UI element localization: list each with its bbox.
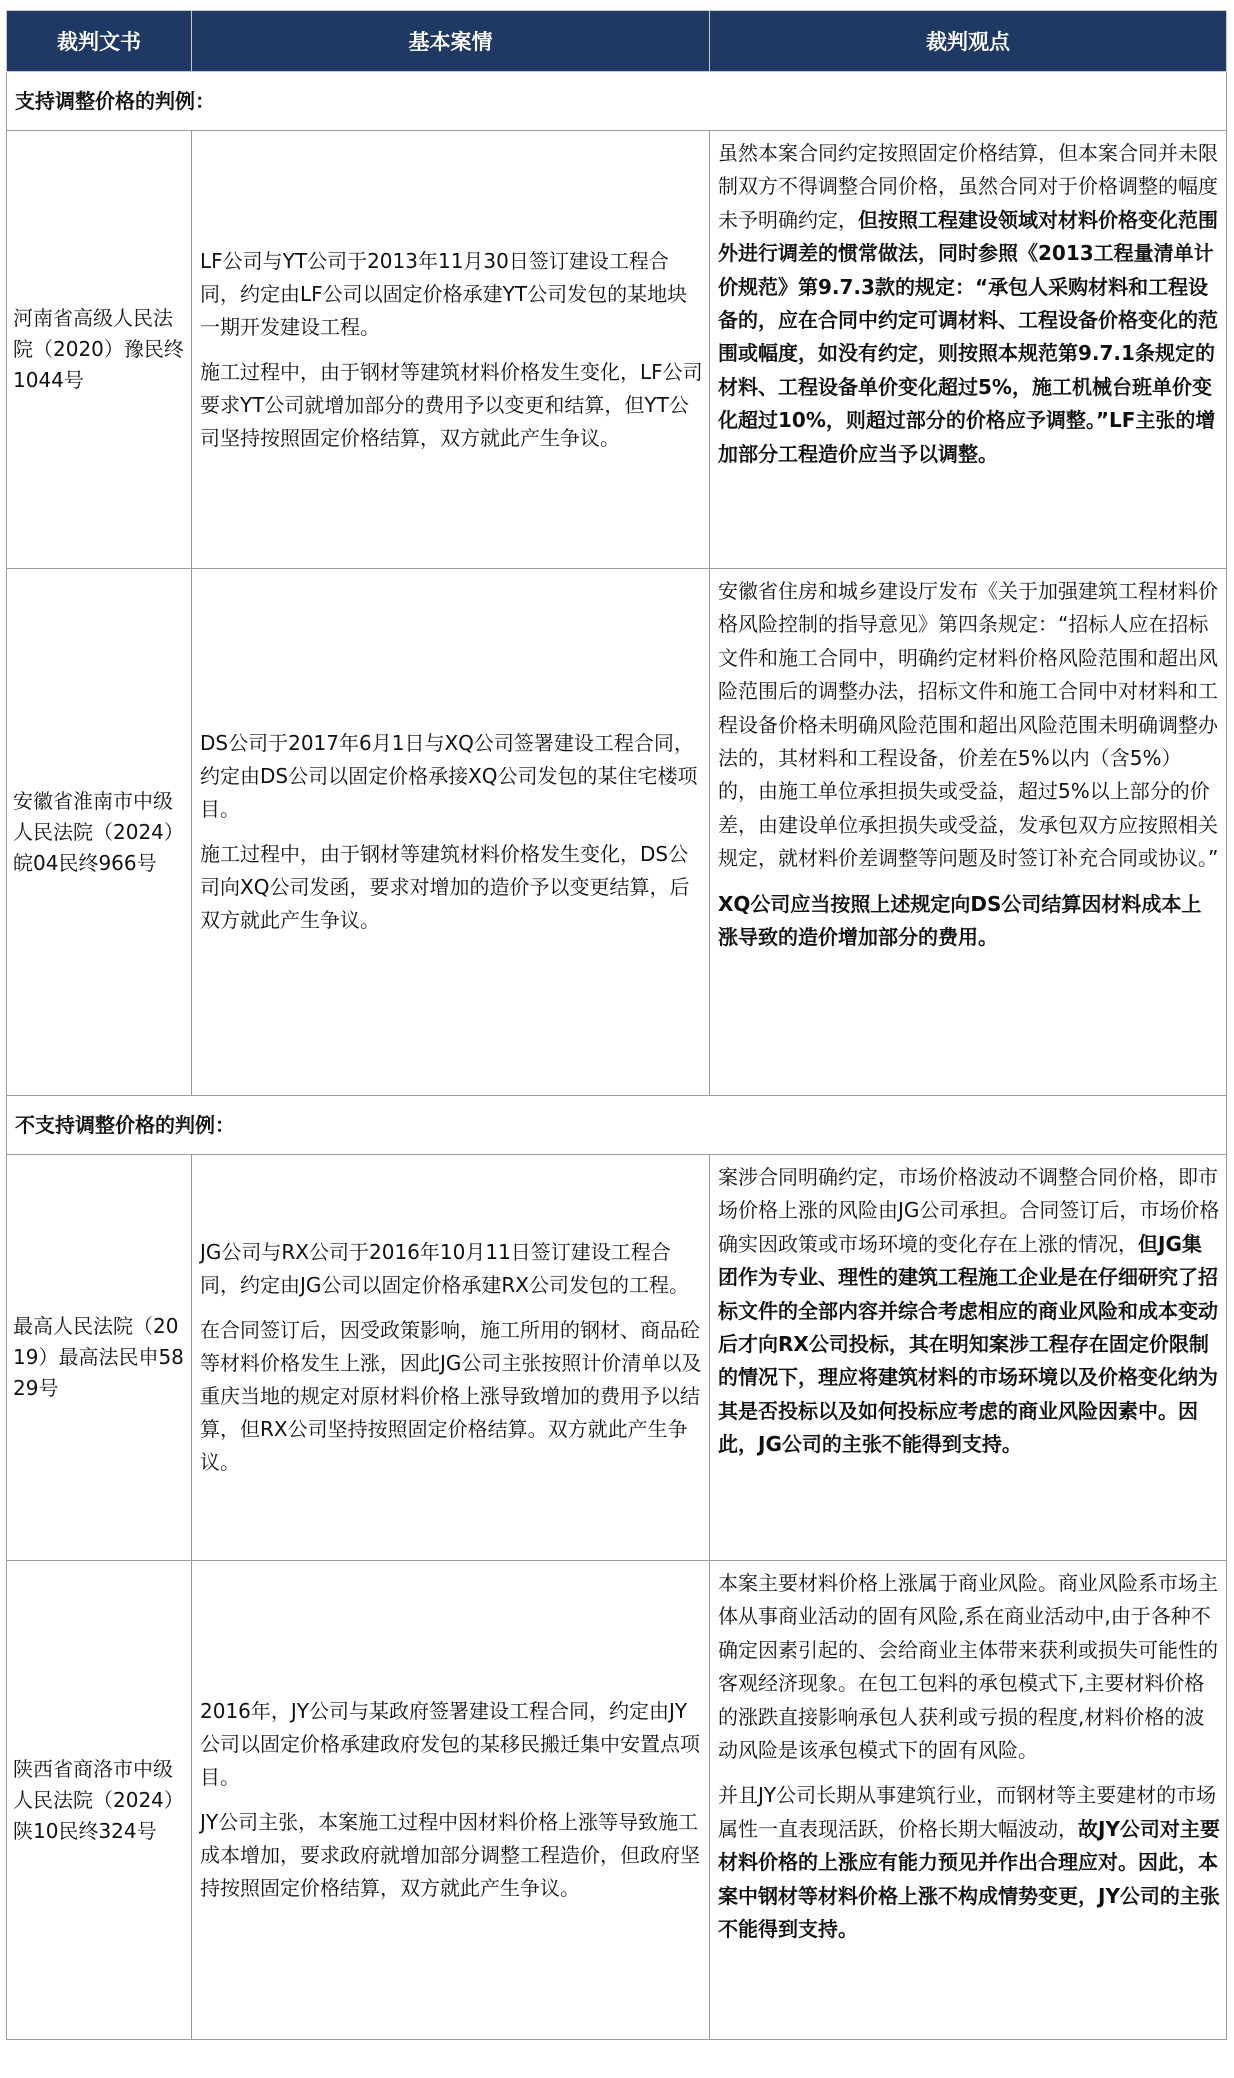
- table-row: [7, 1561, 1227, 2040]
- court-cell: 陕西省商洛市中级人民法院（2024）陕10民终324号: [7, 1561, 192, 2040]
- section-title-support: 支持调整价格的判例：: [7, 72, 1227, 131]
- facts-paragraph: LF公司与YT公司于2013年11月30日签订建设工程合同，约定由LF公司以固定价格承建YT公司发包的某地块一期开发建设工程。: [200, 248, 688, 339]
- header-judgment-document: 裁判文书: [7, 11, 192, 72]
- view-text-bold: 但按照工程建设领域对材料价格变化范围外进行调差的惯常做法，同时参照《2013工程量清单计价规范》第9.7.3款的规定：“承包人采购材料和工程设备的，应在合同中约定可调材料、工程设备价格变化的范围或幅度，如没有约定，则按照本规范第9.7.1条规定的材料、工程设备单价变化超过5%，施工机械台班单价变化超过10%，则超过部分的价格应予调整。”LF主张的增加部分工程造价应当予以调整。: [718, 207, 1218, 466]
- view-paragraph: [718, 1161, 1220, 1462]
- view-text: 并且JY公司长期从事建筑行业，而钢材等主要建材的市场属性一直表现活跃，价格长期大幅波动，: [718, 1783, 1217, 1841]
- facts-paragraph: 2016年，JY公司与某政府签署建设工程合同，约定由JY公司以固定价格承建政府发包的某移民搬迁集中安置点项目。: [200, 1699, 700, 1789]
- facts-cell: [192, 1561, 710, 2040]
- facts-paragraph: 施工过程中，由于钢材等建筑材料价格发生变化，LF公司要求YT公司就增加部分的费用予以变更和结算，但YT公司坚持按照固定价格结算，双方就此产生争议。: [200, 359, 703, 450]
- view-cell: [710, 569, 1227, 1096]
- facts-paragraph: 在合同签订后，因受政策影响，施工所用的钢材、商品砼等材料价格发生上涨，因此JG公司主张按照计价清单以及重庆当地的规定对原材料价格上涨导致增加的费用予以结算，但RX公司坚持按照固定价格结算。双方就此产生争议。: [200, 1318, 702, 1474]
- view-paragraph: [718, 1779, 1220, 1946]
- header-case-facts: 基本案情: [192, 11, 710, 72]
- view-paragraph-bold: XQ公司应当按照上述规定向DS公司结算因材料成本上涨导致的造价增加部分的费用。: [718, 891, 1202, 950]
- facts-cell: [192, 1155, 710, 1561]
- section-row-support: [7, 72, 1227, 131]
- court-cell: 最高人民法院（2019）最高法民申5829号: [7, 1155, 192, 1561]
- view-text-bold: 故JY公司对主要材料价格的上涨应有能力预见并作出合理应对。因此，本案中钢材等材料价格上涨不构成情势变更，JY公司的主张不能得到支持。: [718, 1816, 1220, 1942]
- case-comparison-table: [6, 10, 1227, 2040]
- view-cell: [710, 131, 1227, 569]
- facts-paragraph: DS公司于2017年6月1日与XQ公司签署建设工程合同，约定由DS公司以固定价格承接XQ公司发包的某住宅楼项目。: [200, 731, 698, 821]
- facts-cell: [192, 131, 710, 569]
- section-row-not-support: [7, 1096, 1227, 1155]
- table-header-row: [7, 11, 1227, 72]
- view-paragraph: [718, 137, 1220, 471]
- view-cell: [710, 1561, 1227, 2040]
- table-row: [7, 131, 1227, 569]
- facts-paragraph: 施工过程中，由于钢材等建筑材料价格发生变化，DS公司向XQ公司发函，要求对增加的造价予以变更结算，后双方就此产生争议。: [200, 842, 690, 932]
- table-row: [7, 569, 1227, 1096]
- view-text: 案涉合同明确约定，市场价格波动不调整合同价格，即市场价格上涨的风险由JG公司承担。合同签订后，市场价格确实因政策或市场环境的变化存在上涨的情况，: [718, 1165, 1220, 1256]
- facts-paragraph: JY公司主张，本案施工过程中因材料价格上涨等导致施工成本增加，要求政府就增加部分调整工程造价，但政府坚持按照固定价格结算，双方就此产生争议。: [200, 1810, 700, 1900]
- header-court-view: 裁判观点: [710, 11, 1227, 72]
- view-text-bold: 但JG集团作为专业、理性的建筑工程施工企业是在仔细研究了招标文件的全部内容并综合考虑相应的商业风险和成本变动后才向RX公司投标，其在明知案涉工程存在固定价限制的情况下，理应将建筑材料的市场环境以及价格变化纳为其是否投标以及如何投标应考虑的商业风险因素中。因此，JG公司的主张不能得到支持。: [718, 1231, 1218, 1457]
- view-paragraph: 安徽省住房和城乡建设厅发布《关于加强建筑工程材料价格风险控制的指导意见》第四条规定：“招标人应在招标文件和施工合同中，明确约定材料价格风险范围和超出风险范围后的调整办法，招标文件和施工合同中对材料和工程设备价格未明确风险范围和超出风险范围未明确调整办法的，其材料和工程设备，价差在5%以内（含5%）的，由施工单位承担损失或受益，超过5%以上部分的价差，由建设单位承担损失或受益，发承包双方应按照相关规定，就材料价差调整等问题及时签订补充合同或协议。”: [718, 579, 1219, 871]
- table-row: [7, 1155, 1227, 1561]
- view-paragraph: 本案主要材料价格上涨属于商业风险。商业风险系市场主体从事商业活动的固有风险,系在商业活动中,由于各种不确定因素引起的、会给商业主体带来获利或损失可能性的客观经济现象。在包工包料的承包模式下,主要材料价格的涨跌直接影响承包人获利或亏损的程度,材料价格的波动风险是该承包模式下的固有风险。: [718, 1571, 1218, 1763]
- document-page: [6, 0, 1232, 2040]
- court-cell: 河南省高级人民法院（2020）豫民终1044号: [7, 131, 192, 569]
- facts-cell: [192, 569, 710, 1096]
- facts-paragraph: JG公司与RX公司于2016年10月11日签订建设工程合同，约定由JG公司以固定价格承建RX公司发包的工程。: [200, 1240, 689, 1297]
- view-text: 虽然本案合同约定按照固定价格结算，但本案合同并未限制双方不得调整合同价格，虽然合同对于价格调整的幅度未予明确约定，: [718, 141, 1218, 232]
- view-cell: [710, 1155, 1227, 1561]
- section-title-not-support: 不支持调整价格的判例：: [7, 1096, 1227, 1155]
- court-cell: 安徽省淮南市中级人民法院（2024）皖04民终966号: [7, 569, 192, 1096]
